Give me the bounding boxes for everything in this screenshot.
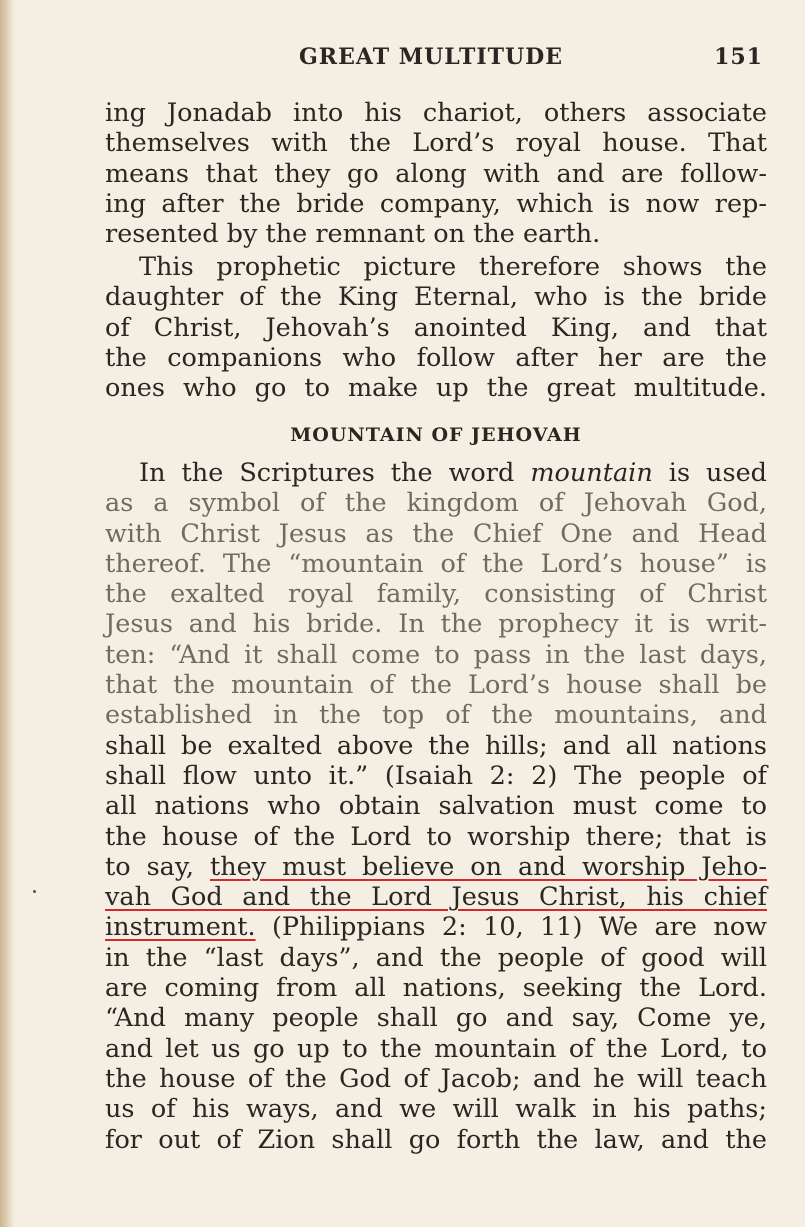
text-line: the companions who follow after her are the (105, 342, 767, 373)
paragraph-1 (105, 98, 767, 249)
text-line: the exalted royal family, consisting of Christ (105, 579, 767, 610)
text-line (105, 458, 767, 488)
text-line: “And many people shall go and say, Come ye, (105, 1003, 767, 1034)
text-line: thereof. The “mountain of the Lord’s house” is (105, 548, 767, 579)
paragraph-2 (105, 252, 767, 403)
text-line: means that they go along with and are follow- (105, 158, 767, 189)
text-line (105, 882, 767, 912)
text-line: of Christ, Jehovah’s anointed King, and that (105, 312, 767, 343)
text-line: for out of Zion shall go forth the law, and the (105, 1124, 767, 1155)
text-line: as a symbol of the kingdom of Jehovah God, (105, 488, 767, 519)
text-line: Jesus and his bride. In the prophecy it is writ- (105, 609, 767, 640)
text-line: are coming from all nations, seeking the Lord. (105, 973, 767, 1004)
text-line: ten: “And it shall come to pass in the last days, (105, 639, 767, 670)
running-head (105, 44, 767, 72)
section-heading: MOUNTAIN OF JEHOVAH (290, 424, 582, 446)
text-line: resented by the remnant on the earth. (105, 219, 601, 250)
text-line: all nations who obtain salvation must come to (105, 791, 767, 822)
running-head-title: GREAT MULTITUDE (299, 44, 564, 70)
text-line: that the mountain of the Lord’s house shall be (105, 670, 767, 701)
text-line: themselves with the Lord’s royal house. That (105, 128, 767, 159)
text-line: ing Jonadab into his chariot, others associate (105, 98, 767, 128)
text-line: shall flow unto it.” (Isaiah 2: 2) The people of (105, 760, 767, 791)
text-line: established in the top of the mountains, and (105, 700, 767, 731)
text-line: daughter of the King Eternal, who is the bride (105, 282, 767, 313)
text-line: This prophetic picture therefore shows the (139, 252, 767, 282)
text-line: the house of the God of Jacob; and he will teach (105, 1063, 767, 1094)
text-run: (Philippians 2: 10, 11) We are now (255, 912, 767, 943)
text-line: in the “last days”, and the people of good will (105, 942, 767, 973)
text-line: the house of the Lord to worship there; that is (105, 821, 767, 852)
text-line: ones who go to make up the great multitude. (105, 373, 767, 404)
text-line (105, 912, 767, 942)
paragraph-3 (105, 458, 767, 1155)
text-line: shall be exalted above the hills; and all nations (105, 730, 767, 761)
underlined-text: instrument. (105, 912, 256, 943)
underlined-text: they must believe on and worship Jeho- (209, 851, 767, 882)
text-line (105, 852, 767, 882)
book-spine-shadow (0, 0, 14, 1227)
text-run: In the Scriptures the word (139, 458, 531, 488)
text-line: and let us go up to the mountain of the Lord, to (105, 1033, 767, 1064)
text-run: to say, (105, 851, 210, 882)
text-run: is used (652, 458, 767, 488)
margin-speck (33, 890, 36, 893)
text-line: with Christ Jesus as the Chief One and Head (105, 518, 767, 549)
text-line: ing after the bride company, which is now rep- (105, 188, 767, 219)
text-line: us of his ways, and we will walk in his paths; (105, 1094, 767, 1125)
emphasis: mountain (530, 458, 653, 488)
page-number: 151 (714, 44, 763, 70)
underlined-text: vah God and the Lord Jesus Christ, his chief (105, 882, 767, 913)
